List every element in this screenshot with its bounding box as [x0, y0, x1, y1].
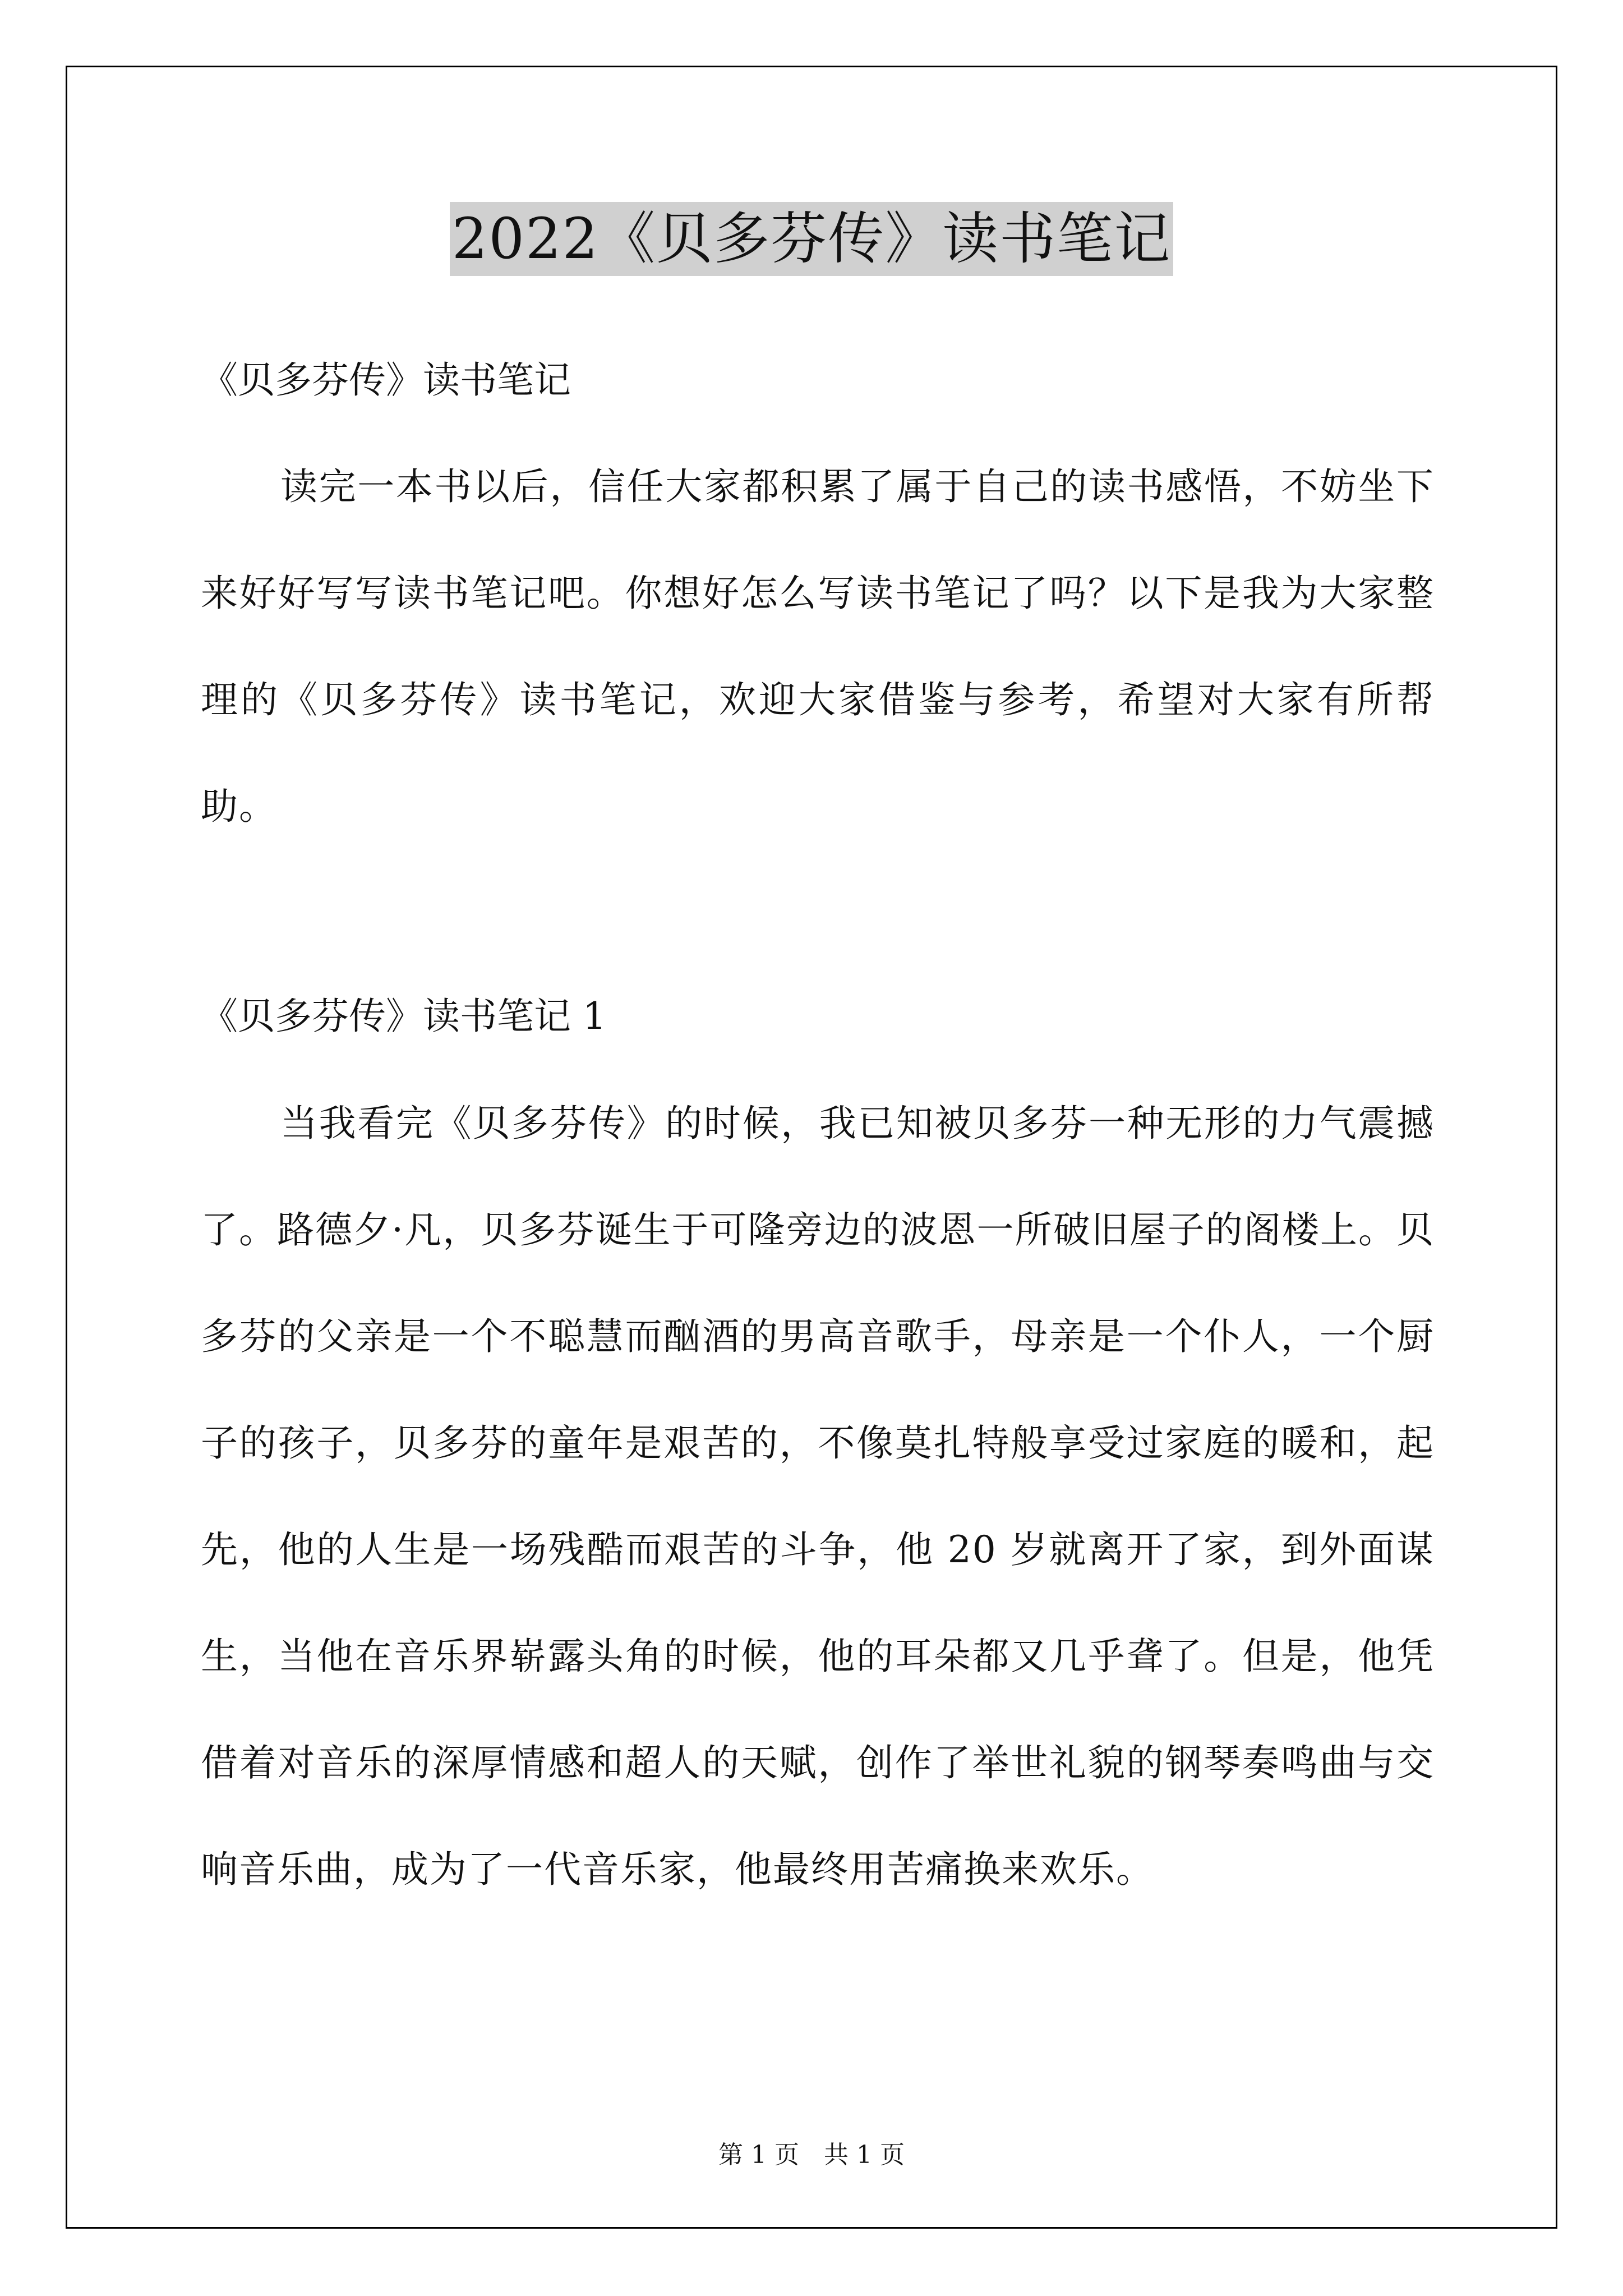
section-heading: 《贝多芬传》读书笔记 1 — [201, 995, 606, 1038]
intro-paragraph: 读完一本书以后，信任大家都积累了属于自己的读书感悟，不妨坐下来好好写写读书笔记吧。你想好怎么写读书笔记了吗？以下是我为大家整理的《贝多芬传》读书笔记，欢迎大家借鉴与参考，希望对大家有所帮助。 — [201, 465, 1435, 828]
document-title: 2022《贝多芬传》读书笔记 — [450, 202, 1174, 276]
section-paragraph: 当我看完《贝多芬传》的时候，我已知被贝多芬一种无形的力气震撼了。路德夕·凡，贝多芬诞生于可隆旁边的波恩一所破旧屋子的阁楼上。贝多芬的父亲是一个不聪慧而酗酒的男高音歌手，母亲是一个仆人，一个厨子的孩子，贝多芬的童年是艰苦的，不像莫扎特般享受过家庭的暖和，起先，他的人生是一场残酷而艰苦的斗争，他 20 岁就离开了家，到外面谋生，当他在音乐界崭露头角的时候，他的耳朵都又几乎聋了。但是，他凭借着对音乐的深厚情感和超人的天赋，创作了举世礼貌的钢琴奏鸣曲与交响音乐曲，成为了一代音乐家，他最终用苦痛换来欢乐。 — [201, 1102, 1435, 1891]
intro-heading: 《贝多芬传》读书笔记 — [201, 358, 571, 402]
title-container — [0, 202, 1623, 276]
page-footer: 第 1 页 共 1 页 — [718, 2141, 905, 2169]
